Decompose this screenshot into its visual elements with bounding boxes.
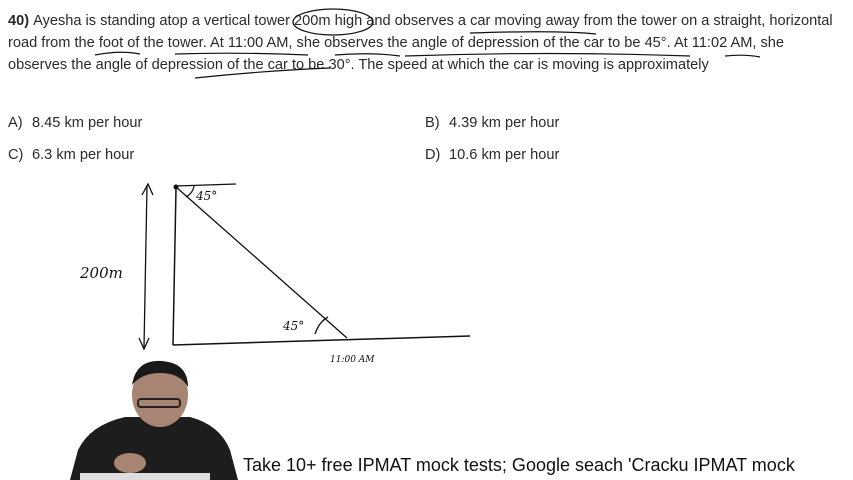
desk-paper xyxy=(80,473,210,480)
option-b-text: 4.39 km per hour xyxy=(449,115,560,131)
presenter-shirt xyxy=(70,417,238,480)
line-of-sight xyxy=(176,187,347,338)
observer-point xyxy=(174,185,179,190)
height-label: 200m xyxy=(80,264,123,282)
option-d-letter: D) xyxy=(425,147,441,163)
time-label: 11:00 AM xyxy=(330,355,375,365)
presenter-hand xyxy=(114,453,146,473)
horizontal-reference-line xyxy=(176,184,236,186)
underline-annotation xyxy=(335,54,400,56)
underline-annotation xyxy=(195,68,330,78)
option-b-letter: B) xyxy=(425,115,440,131)
top-angle-label: 45° xyxy=(196,189,218,203)
option-c-letter: C) xyxy=(8,147,24,163)
option-c-text: 6.3 km per hour xyxy=(32,147,135,163)
option-d-text: 10.6 km per hour xyxy=(449,147,560,163)
underline-annotation xyxy=(725,55,760,57)
underline-annotation xyxy=(405,54,690,57)
circle-annotation xyxy=(293,9,373,35)
underline-annotation xyxy=(175,53,308,55)
question-body: Ayesha is standing atop a vertical tower 200m high and observes a car moving away from the tower on a straight, horizontal road from the foot of the tower. At 11:00 AM, she observes the angle of depression of the car to be 45°. At 11:02 AM, she observes the angle of depression of the car to be 30°. The speed at which the car is moving is approximately xyxy=(8,13,833,73)
underline-annotation xyxy=(95,52,140,55)
underline-annotation xyxy=(470,32,596,34)
question-number: 40) xyxy=(8,13,30,29)
tower-line xyxy=(173,188,176,345)
top-angle-arc xyxy=(186,186,194,197)
promo-banner: Take 10+ free IPMAT mock tests; Google seach 'Cracku IPMAT mock xyxy=(243,455,853,480)
option-a-letter: A) xyxy=(8,115,23,131)
bottom-angle-label: 45° xyxy=(283,319,305,333)
road-line xyxy=(173,336,470,345)
presenter-video-overlay xyxy=(70,355,270,480)
option-a-text: 8.45 km per hour xyxy=(32,115,143,131)
height-arrow-line xyxy=(144,185,147,348)
